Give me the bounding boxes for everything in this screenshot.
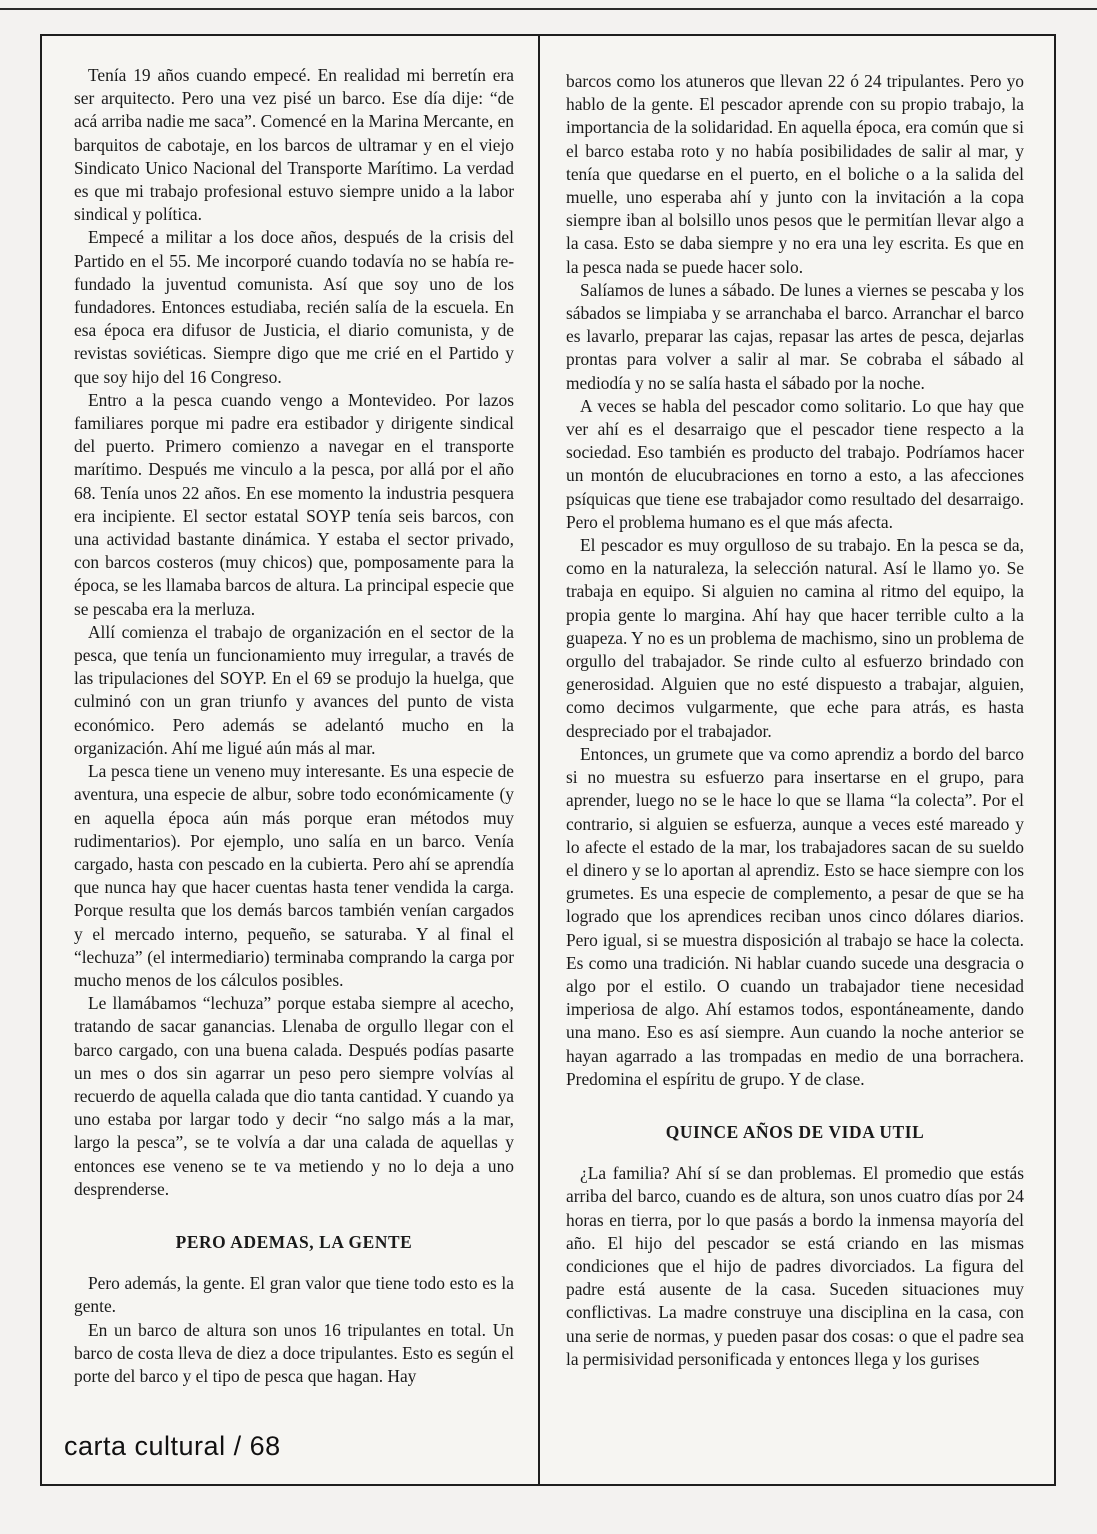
- top-rule: [0, 8, 1097, 10]
- left-column: [74, 64, 514, 1388]
- page-frame: [40, 34, 1056, 1486]
- page-footer: carta cultural / 68: [64, 1431, 281, 1461]
- paragraph: La pesca tiene un veneno muy interesante. Es una especie de aventura, una especie de albur, sobre todo económicamente (y en aquella época aún más porque eran métodos muy rudimentarios). Por ejemplo, uno salía en un barco. Venía cargado, hasta con pescado en la cubierta. Pero ahí se aprendía que nunca hay que hacer cuentas hasta tener vendida la carga. Porque resulta que los demás barcos también venían cargados y el mercado interno, pequeño, se saturaba. Y al final el “lechuza” (el intermediario) terminaba comprando la carga por mucho menos de los cálculos posibles.: [74, 761, 514, 990]
- paragraph: Empecé a militar a los doce años, después de la crisis del Partido en el 55. Me incorporé cuando todavía no se había re-fundado la juventud comunista. Así que soy uno de los fundadores. Entonces estudiaba, recién salía de la escuela. En esa época era difusor de Justicia, el diario comunista, y de revistas soviéticas. Siempre digo que me crié en el Partido y que soy hijo del 16 Congreso.: [74, 227, 514, 387]
- paragraph: Entonces, un grumete que va como aprendiz a bordo del barco si no muestra su esfuerzo para insertarse en el grupo, para aprender, luego no se le hace lo que se llama “la colecta”. Por el contrario, si alguien se esfuerza, aunque a veces esté mareado y lo afecte el estado de la mar, los trabajadores sacan de su sueldo el dinero y se lo aportan al aprendiz. Esto se hace siempre con los grumetes. Es una especie de complemento, a pesar de que se ha logrado que los aprendices reciban unos cinco dólares diarios. Pero igual, si se muestra disposición al trabajo se hace la colecta. Es como una tradición. Ni hablar cuando sucede una desgracia o algo por el estilo. O cuando un trabajador tiene necesidad imperiosa de algo. Ahí estamos todos, espontáneamente, dando una mano. Eso es así siempre. Aun cuando la noche anterior se hayan agarrado a las trompadas en medio de una borrachera. Predomina el espíritu de grupo. Y de clase.: [566, 743, 1024, 1089]
- paragraph: barcos como los atuneros que llevan 22 ó 24 tripulantes. Pero yo hablo de la gente. El pescador aprende con su propio trabajo, la importancia de la solidaridad. En aquella época, era común que si el barco estaba roto y no había posibilidades de salir al mar, y tenía que quedarse en el puerto, en el boliche o a la salida del muelle, uno esperaba ahí y junto con la invitación a la copa siempre iban al bolsillo unos pesos que le permitían llevar algo a la casa. Esto se daba siempre y no era una ley escrita. Es que en la pesca nada se puede hacer solo.: [566, 71, 1024, 277]
- paragraph: Tenía 19 años cuando empecé. En realidad mi berretín era ser arquitecto. Pero una vez pisé un barco. Ese día dije: “de acá arriba nadie me saca”. Comencé en la Marina Mercante, en barquitos de cabotaje, en los barcos de ultramar y en el viejo Sindicato Unico Nacional del Transporte Marítimo. La verdad es que mi trabajo profesional estuvo siempre unido a la labor sindical y política.: [74, 65, 514, 225]
- column-divider: [538, 36, 540, 1484]
- paragraph: Allí comienza el trabajo de organización en el sector de la pesca, que tenía un funcionamiento muy irregular, a través de las tripulaciones del SOYP. En el 69 se produjo la huelga, que culminó con un gran triunfo y avances del punto de vista económico. Pero además se adelantó mucho en la organización. Ahí me ligué aún más al mar.: [74, 621, 514, 758]
- section-heading: QUINCE AÑOS DE VIDA UTIL: [665, 1121, 925, 1142]
- paragraph: A veces se habla del pescador como solitario. Lo que hay que ver ahí es el desarraigo que el pescador tiene respecto a la sociedad. Eso también es producto del trabajo. Podríamos hacer un montón de elucubraciones en torno a esto, a las afecciones psíquicas que tiene ese trabajador como resultado del desarraigo. Pero el problema humano es el que más afecta.: [566, 395, 1024, 532]
- paragraph: Entro a la pesca cuando vengo a Montevideo. Por lazos familiares porque mi padre era estibador y dirigente sindical del puerto. Primero comienzo a navegar en el transporte marítimo. Después me vinculo a la pesca, por allá por el año 68. Tenía unos 22 años. En ese momento la industria pesquera era incipiente. El sector estatal SOYP tenía seis barcos, con una actividad bastante dinámica. Y estaba el sector privado, con barcos costeros (muy chicos) que, pomposamente para la época, se les llamaba barcos de altura. La principal especie que se pescaba era la merluza.: [74, 389, 514, 619]
- paragraph: Pero además, la gente. El gran valor que tiene todo esto es la gente.: [74, 1273, 514, 1317]
- paragraph: ¿La familia? Ahí sí se dan problemas. El promedio que estás arriba del barco, cuando es de altura, son unos cuatro días por 24 horas en tierra, por lo que pasás a bordo la inmensa mayoría del año. El hijo del pescador se está criando en las mismas condiciones que el hijo de padres divorciados. La figura del padre está ausente de la casa. Suceden situaciones muy conflictivas. La madre construye una disciplina en la casa, con una serie de normas, y pueden pasar dos cosas: o que el padre sea la permisividad personificada y entonces llega y los gurises: [566, 1163, 1024, 1369]
- paragraph: Le llamábamos “lechuza” porque estaba siempre al acecho, tratando de sacar ganancias. Llenaba de orgullo llegar con el barco cargado, con una buena calada. Después podías pasarte un mes o dos sin agarrar un peso pero siempre volvías al recuerdo de aquella calada que dio tanta cantidad. Y cuando ya uno estaba por largar todo y decir “no salgo más a la mar, largo la pesca”, se te volvía a dar una calada de aquellas y entonces ese veneno se te va metiendo y no lo deja a uno desprenderse.: [74, 993, 514, 1199]
- paragraph: Salíamos de lunes a sábado. De lunes a viernes se pescaba y los sábados se limpiaba y se arranchaba el barco. Arranchar el barco es lavarlo, preparar las cajas, repasar las artes de pesca, dejarlas prontas para volver a salir al mar. Se cobraba el sábado al mediodía y no se salía hasta el sábado por la noche.: [566, 279, 1024, 393]
- section-heading: PERO ADEMAS, LA GENTE: [175, 1231, 413, 1252]
- paragraph: El pescador es muy orgulloso de su trabajo. En la pesca se da, como en la naturaleza, la selección natural. Así le llamo yo. Se trabaja en equipo. Si alguien no camina al ritmo del equipo, la propia gente lo margina. Ahí hay que hacer terrible culto a la guapeza. Y no es un problema de machismo, sino un problema de orgullo del trabajador. Se rinde culto al esfuerzo brindado con generosidad. Alguien que no esté dispuesto a trabajar, alguien, como decimos vulgarmente, que eche para atrás, es hasta despreciado por el trabajador.: [566, 535, 1024, 741]
- paragraph: En un barco de altura son unos 16 tripulantes en total. Un barco de costa lleva de diez a doce tripulantes. Esto es según el porte del barco y el tipo de pesca que hagan. Hay: [74, 1319, 514, 1386]
- right-column: [566, 70, 1024, 1371]
